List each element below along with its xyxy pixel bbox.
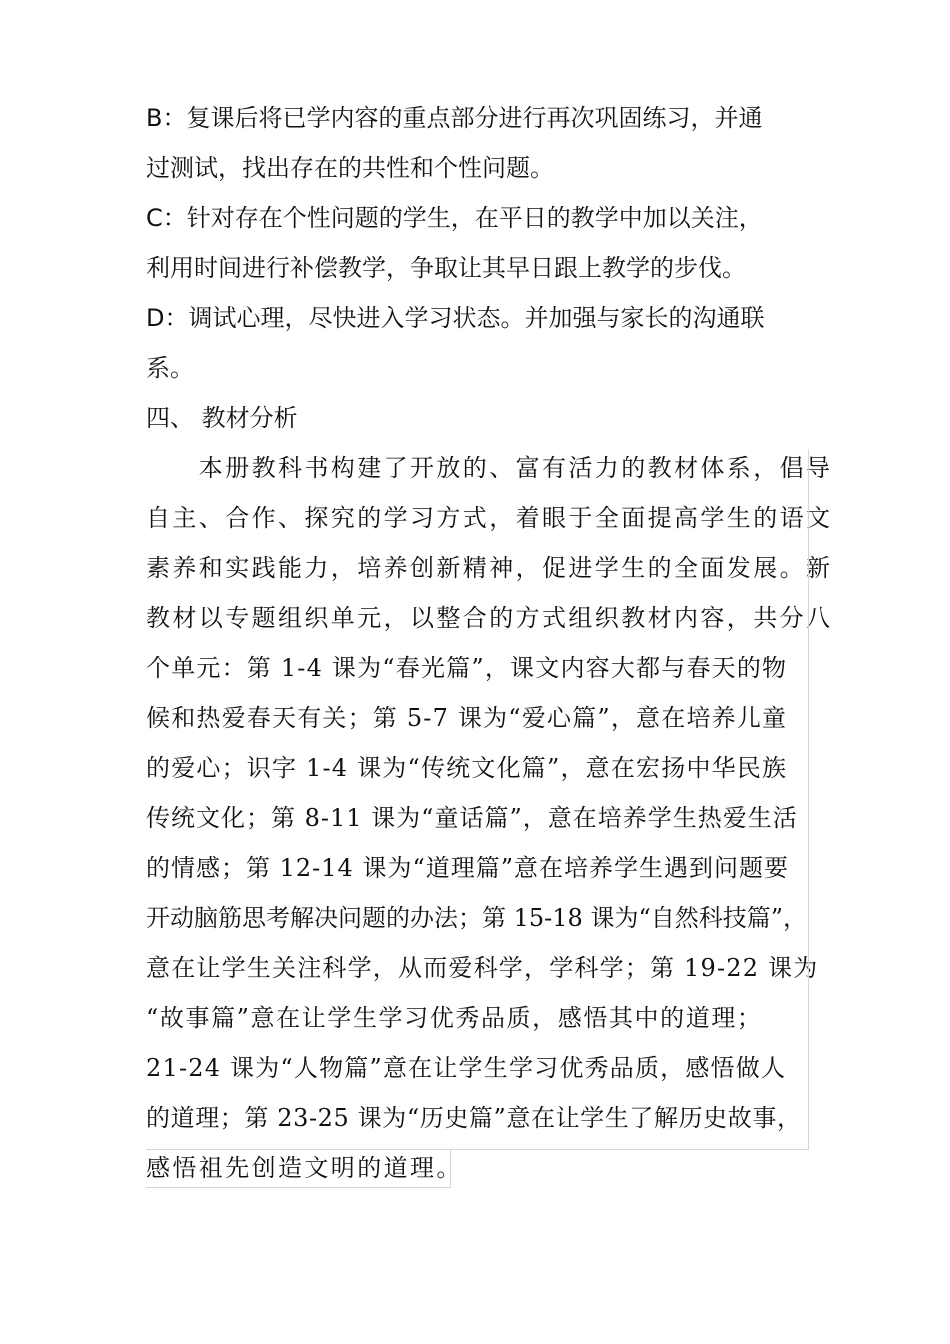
- paragraph-line: 个单元：第 1-4 课为“春光篇”，课文内容大都与春天的物: [146, 654, 788, 682]
- measure-b-line-1: B：复课后将已学内容的重点部分进行再次巩固练习，并通: [146, 104, 763, 132]
- paragraph-line: 开动脑筋思考解决问题的办法；第 15-18 课为“自然科技篇”，: [146, 904, 807, 932]
- measure-c-line-2: 利用时间进行补偿教学，争取让其早日跟上教学的步伐。: [146, 254, 746, 282]
- measure-c-line-1: C：针对存在个性问题的学生，在平日的教学中加以关注，: [146, 204, 763, 232]
- paragraph-line: 候和热爱春天有关；第 5-7 课为“爱心篇”，意在培养儿童: [146, 704, 788, 732]
- paragraph-line: 的道理；第 23-25 课为“历史篇”意在让学生了解历史故事，: [146, 1104, 802, 1132]
- paragraph-line: 意在让学生关注科学，从而爱科学，学科学；第 19-22 课为: [146, 954, 819, 982]
- paragraph-line: 21-24 课为“人物篇”意在让学生学习优秀品质，感悟做人: [146, 1054, 787, 1082]
- text-frame-border-last: [146, 1149, 451, 1188]
- paragraph-line: “故事篇”意在让学生学习优秀品质，感悟其中的道理；: [146, 1004, 763, 1032]
- measure-d-line-1: D：调试心理，尽快进入学习状态。并加强与家长的沟通联: [146, 304, 765, 332]
- paragraph-line: 感悟祖先创造文明的道理。: [146, 1154, 463, 1182]
- text-frame-border: [146, 449, 809, 1150]
- paragraph-line: 传统文化；第 8-11 课为“童话篇”，意在培养学生热爱生活: [146, 804, 798, 832]
- section-heading: 四、 教材分析: [146, 404, 298, 432]
- paragraph-line: 本册教科书构建了开放的、富有活力的教材体系，倡导: [146, 454, 833, 482]
- paragraph-line: 的情感；第 12-14 课为“道理篇”意在培养学生遇到问题要: [146, 854, 789, 882]
- measure-b-line-2: 过测试，找出存在的共性和个性问题。: [146, 154, 554, 182]
- paragraph-line: 的爱心；识字 1-4 课为“传统文化篇”，意在宏扬中华民族: [146, 754, 788, 782]
- paragraph-line: 教材以专题组织单元，以整合的方式组织教材内容，共分八: [146, 604, 833, 632]
- paragraph-line: 自主、合作、探究的学习方式，着眼于全面提高学生的语文: [146, 504, 833, 532]
- paragraph-line: 素养和实践能力，培养创新精神，促进学生的全面发展。新: [146, 554, 833, 582]
- measure-d-line-2: 系。: [146, 354, 194, 382]
